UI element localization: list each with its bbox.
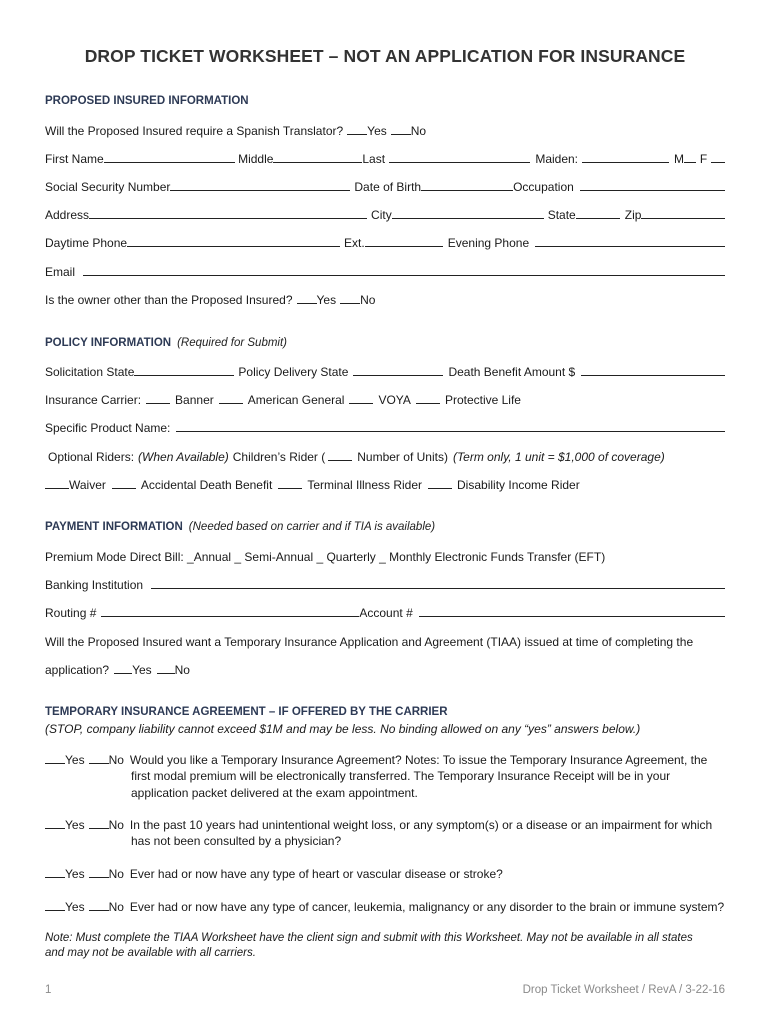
ssn-row bbox=[45, 179, 725, 195]
death-benefit-field[interactable] bbox=[581, 364, 725, 376]
riders-when-available: (When Available) bbox=[138, 450, 229, 464]
city-label: City bbox=[371, 208, 392, 222]
account-field[interactable] bbox=[419, 605, 725, 617]
city-field[interactable] bbox=[392, 207, 544, 219]
product-field[interactable] bbox=[176, 420, 725, 432]
email-row bbox=[45, 264, 725, 280]
yes-label: Yes bbox=[65, 818, 85, 832]
tiaa-yes-blank[interactable] bbox=[114, 662, 132, 674]
section-heading-proposed-insured: PROPOSED INSURED INFORMATION bbox=[45, 95, 249, 107]
yes-label: Yes bbox=[316, 293, 337, 307]
yes-label: Yes bbox=[132, 663, 152, 677]
ssn-field[interactable] bbox=[170, 179, 350, 191]
q2-text-line1: In the past 10 years had unintentional weight loss, or any symptom(s) or a disease or an impairment for which bbox=[129, 818, 713, 832]
tiaa-question-row bbox=[45, 634, 725, 650]
application-row bbox=[45, 662, 725, 678]
evening-phone-label: Evening Phone bbox=[447, 236, 530, 250]
section-heading-policy bbox=[45, 337, 287, 349]
q1-text-line1: Would you like a Temporary Insurance Agreement? Notes: To issue the Temporary Insurance Agreement, the bbox=[129, 753, 708, 767]
section-heading-temporary-insurance: TEMPORARY INSURANCE AGREEMENT – IF OFFERED BY THE CARRIER bbox=[45, 706, 448, 718]
maiden-label: Maiden: bbox=[535, 152, 579, 166]
q2-no-blank[interactable] bbox=[89, 817, 109, 829]
q2-yes-blank[interactable] bbox=[45, 817, 65, 829]
product-label: Specific Product Name: bbox=[45, 421, 171, 435]
yes-label: Yes bbox=[65, 753, 85, 767]
no-label: No bbox=[108, 867, 124, 881]
no-label: No bbox=[174, 663, 190, 677]
spanish-question: Will the Proposed Insured require a Spanish Translator? bbox=[45, 124, 344, 138]
q1-yes-blank[interactable] bbox=[45, 752, 65, 764]
disability-label: Disability Income Rider bbox=[457, 478, 580, 492]
payment-heading-text: PAYMENT INFORMATION bbox=[45, 521, 183, 533]
zip-field[interactable] bbox=[641, 207, 725, 219]
childrens-rider-label: Children’s Rider ( bbox=[232, 450, 326, 464]
payment-heading-note: (Needed based on carrier and if TIA is available) bbox=[188, 521, 436, 533]
address-row bbox=[45, 207, 725, 223]
spanish-yes-blank[interactable] bbox=[347, 123, 367, 135]
premium-mode-row bbox=[45, 549, 725, 565]
state-label: State bbox=[547, 208, 576, 222]
temp-q1-row bbox=[45, 752, 725, 768]
tiaa-question: Will the Proposed Insured want a Temporary Insurance Application and Agreement (TIAA) issued at time of completing the bbox=[45, 635, 694, 649]
childrens-units-field[interactable] bbox=[328, 449, 352, 461]
footer-doc-id: Drop Ticket Worksheet / RevA / 3-22-16 bbox=[522, 984, 725, 996]
yes-label: Yes bbox=[65, 867, 85, 881]
state-field[interactable] bbox=[576, 207, 620, 219]
address-field[interactable] bbox=[89, 207, 367, 219]
occupation-label: Occupation bbox=[513, 180, 574, 194]
application-label: application? bbox=[45, 663, 110, 677]
riders-label: Optional Riders: bbox=[48, 450, 135, 464]
spanish-translator-row bbox=[45, 123, 725, 139]
first-name-label: First Name bbox=[45, 152, 104, 166]
q1-text-line2: first modal premium will be electronically transferred. The Temporary Insurance Receipt will be in your bbox=[131, 769, 671, 783]
bank-row bbox=[45, 577, 725, 593]
q4-no-blank[interactable] bbox=[89, 899, 109, 911]
temp-q4-row bbox=[45, 899, 725, 915]
page-number: 1 bbox=[45, 984, 52, 996]
owner-yes-blank[interactable] bbox=[297, 292, 317, 304]
q3-no-blank[interactable] bbox=[89, 866, 109, 878]
dob-field[interactable] bbox=[421, 179, 513, 191]
q3-text: Ever had or now have any type of heart or vascular disease or stroke? bbox=[129, 867, 503, 881]
tiaa-note-line2: and may not be available with all carriers. bbox=[45, 947, 256, 959]
m-checkbox[interactable] bbox=[684, 151, 696, 163]
daytime-phone-label: Daytime Phone bbox=[45, 236, 128, 250]
first-name-field[interactable] bbox=[104, 151, 235, 163]
solicitation-state-label: Solicitation State bbox=[45, 365, 135, 379]
term-only-note: (Term only, 1 unit = $1,000 of coverage) bbox=[452, 450, 665, 464]
f-label: F bbox=[699, 152, 708, 166]
phone-row bbox=[45, 235, 725, 251]
tiaa-no-blank[interactable] bbox=[157, 662, 175, 674]
disability-blank[interactable] bbox=[428, 477, 452, 489]
section-heading-payment bbox=[45, 521, 435, 533]
stop-notice: (STOP, company liability cannot exceed $1M and may be less. No binding allowed on any “yes” answers below.) bbox=[45, 722, 641, 736]
no-label: No bbox=[108, 818, 124, 832]
bank-label: Banking Institution bbox=[45, 578, 144, 592]
terminal-blank[interactable] bbox=[278, 477, 302, 489]
temp-q2-row bbox=[45, 817, 725, 833]
middle-name-field[interactable] bbox=[273, 151, 362, 163]
carrier-voya-blank[interactable] bbox=[349, 392, 373, 404]
bank-field[interactable] bbox=[151, 577, 725, 589]
no-label: No bbox=[108, 900, 124, 914]
f-checkbox[interactable] bbox=[711, 151, 725, 163]
zip-label: Zip bbox=[624, 208, 642, 222]
temp-q3-row bbox=[45, 866, 725, 882]
dob-label: Date of Birth bbox=[354, 180, 422, 194]
adb-label: Accidental Death Benefit bbox=[140, 478, 273, 492]
middle-label: Middle bbox=[238, 152, 274, 166]
account-label: Account # bbox=[359, 606, 413, 620]
carrier-protective-label: Protective Life bbox=[444, 393, 521, 407]
policy-heading-note: (Required for Submit) bbox=[177, 337, 288, 349]
carrier-aig-blank[interactable] bbox=[219, 392, 243, 404]
waiver-blank[interactable] bbox=[45, 477, 69, 489]
ext-field[interactable] bbox=[365, 235, 443, 247]
tiaa-note-line1: Note: Must complete the TIAA Worksheet have the client sign and submit with this Worksheet. May not be available in all states bbox=[45, 932, 693, 944]
no-label: No bbox=[410, 124, 427, 138]
owner-no-blank[interactable] bbox=[340, 292, 360, 304]
email-field[interactable] bbox=[83, 264, 725, 276]
daytime-phone-field[interactable] bbox=[127, 235, 340, 247]
carrier-banner-label: Banner bbox=[175, 393, 214, 407]
owner-row bbox=[45, 292, 725, 308]
policy-heading-text: POLICY INFORMATION bbox=[45, 337, 172, 349]
evening-phone-field[interactable] bbox=[535, 235, 725, 247]
yes-label: Yes bbox=[65, 900, 85, 914]
carrier-row bbox=[45, 392, 725, 408]
last-name-field[interactable] bbox=[389, 151, 530, 163]
delivery-state-label: Policy Delivery State bbox=[238, 365, 349, 379]
riders-options-row bbox=[45, 477, 725, 493]
no-label: No bbox=[108, 753, 124, 767]
carrier-label: Insurance Carrier: bbox=[45, 393, 142, 407]
q1-no-blank[interactable] bbox=[89, 752, 109, 764]
ext-label: Ext. bbox=[344, 236, 365, 250]
carrier-voya-label: VOYA bbox=[378, 393, 411, 407]
carrier-banner-blank[interactable] bbox=[146, 392, 170, 404]
q1-text-line3: application packet delivered at the exam appointment. bbox=[131, 786, 418, 800]
yes-label: Yes bbox=[367, 124, 387, 138]
occupation-field[interactable] bbox=[580, 179, 725, 191]
m-label: M bbox=[673, 152, 684, 166]
carrier-protective-blank[interactable] bbox=[416, 392, 440, 404]
routing-label: Routing # bbox=[45, 606, 97, 620]
delivery-state-field[interactable] bbox=[353, 364, 443, 376]
optional-riders-row bbox=[48, 449, 728, 465]
q3-yes-blank[interactable] bbox=[45, 866, 65, 878]
spanish-no-blank[interactable] bbox=[391, 123, 411, 135]
adb-blank[interactable] bbox=[112, 477, 136, 489]
name-row bbox=[45, 151, 725, 167]
q4-yes-blank[interactable] bbox=[45, 899, 65, 911]
email-label: Email bbox=[45, 265, 76, 279]
death-benefit-label: Death Benefit Amount $ bbox=[448, 365, 576, 379]
no-label: No bbox=[360, 293, 376, 307]
units-label: Number of Units) bbox=[357, 450, 448, 464]
owner-question: Is the owner other than the Proposed Insured? bbox=[45, 293, 293, 307]
premium-mode-text[interactable]: Premium Mode Direct Bill: _Annual _ Semi-Annual _ Quarterly _ Monthly Electronic Funds Transfer (EFT) bbox=[45, 550, 606, 564]
product-row bbox=[45, 420, 725, 436]
solicitation-state-field[interactable] bbox=[134, 364, 234, 376]
address-label: Address bbox=[45, 208, 90, 222]
q2-text-line2: has not been consulted by a physician? bbox=[131, 834, 342, 848]
carrier-aig-label: American General bbox=[247, 393, 345, 407]
routing-row bbox=[45, 605, 725, 621]
state-benefit-row bbox=[45, 364, 725, 380]
ssn-label: Social Security Number bbox=[45, 180, 171, 194]
maiden-field[interactable] bbox=[582, 151, 669, 163]
waiver-label: Waiver bbox=[69, 478, 106, 492]
routing-field[interactable] bbox=[101, 605, 359, 617]
last-label: Last bbox=[362, 152, 386, 166]
q4-text: Ever had or now have any type of cancer, leukemia, malignancy or any disorder to the brain or immune system? bbox=[129, 900, 725, 914]
terminal-label: Terminal Illness Rider bbox=[307, 478, 423, 492]
page-title: DROP TICKET WORKSHEET – NOT AN APPLICATION FOR INSURANCE bbox=[84, 46, 686, 66]
